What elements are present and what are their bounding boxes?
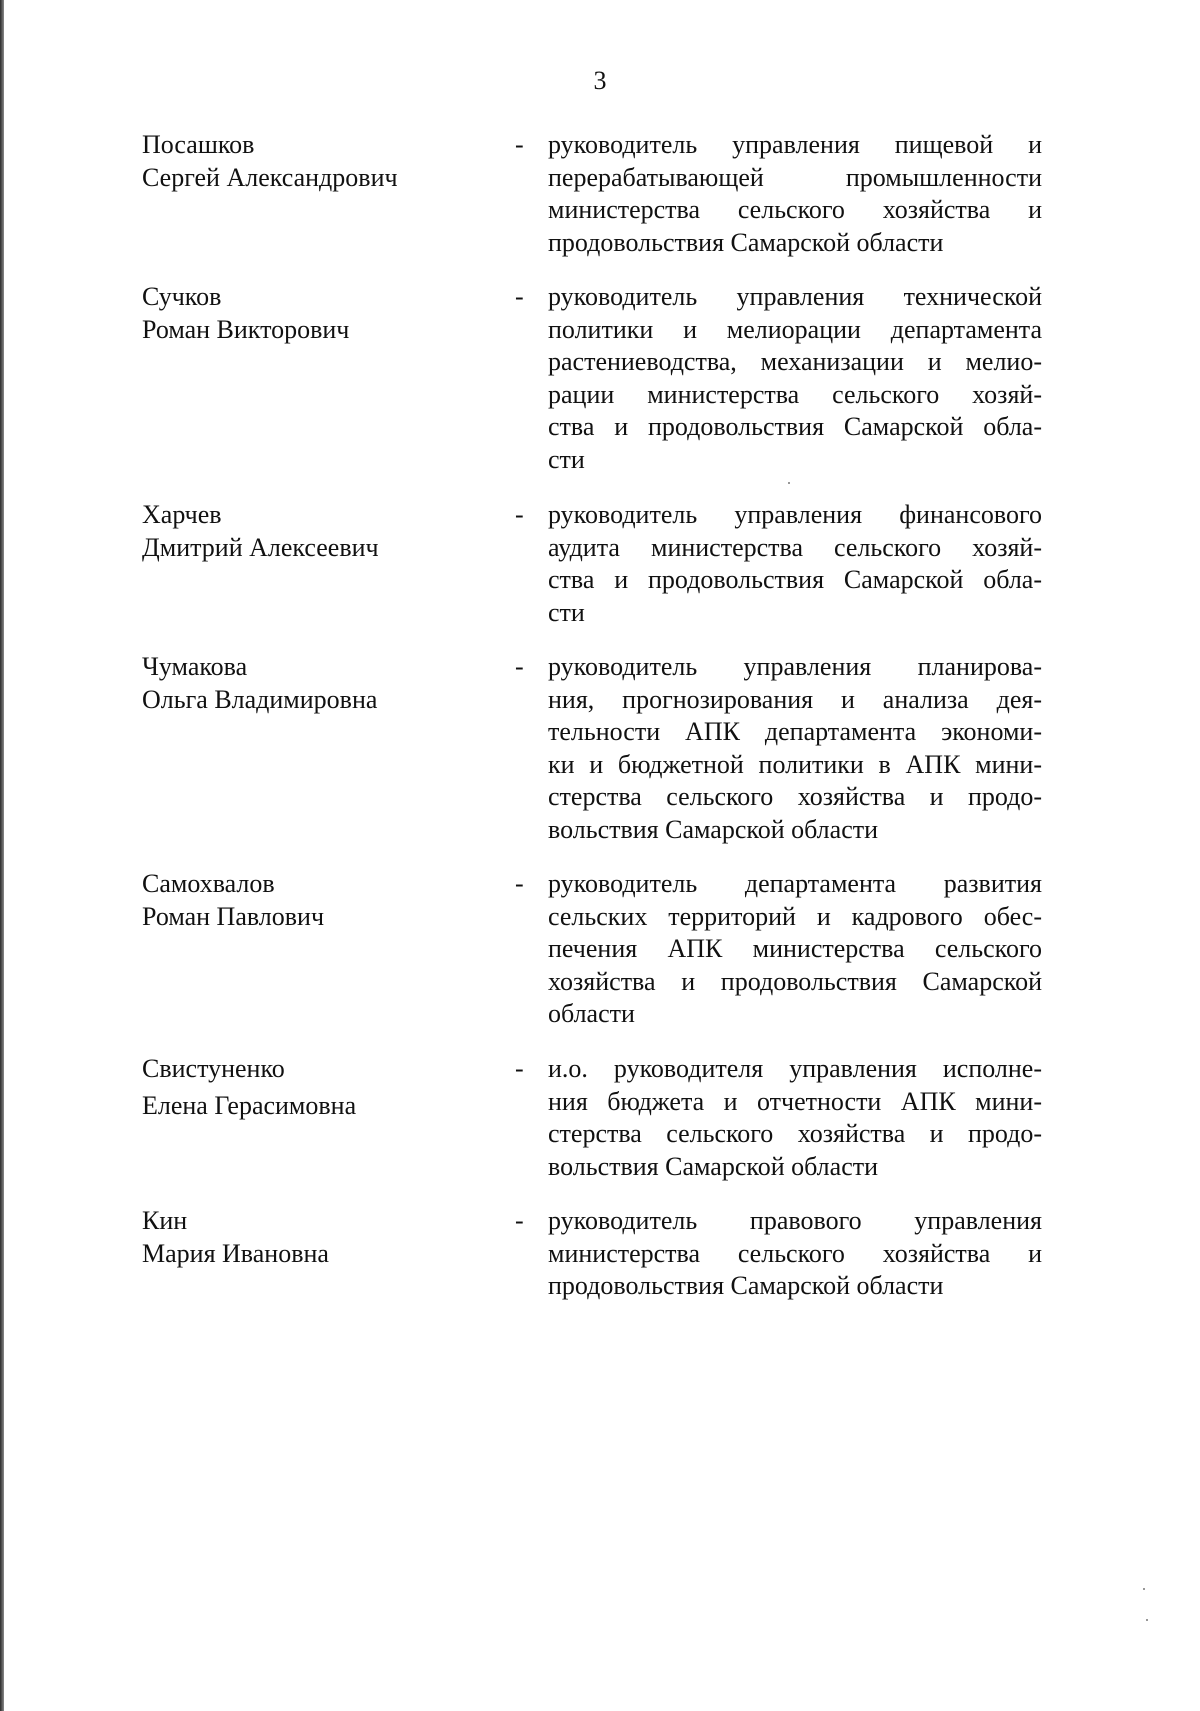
position-line: стерства сельского хозяйства и продо-: [548, 1119, 1042, 1148]
person-name: [142, 129, 502, 194]
person-position: [548, 129, 1042, 259]
person-position: [548, 868, 1042, 1031]
separator-dash: -: [515, 869, 524, 898]
position-line: сельских территорий и кадрового обес-: [548, 901, 1042, 931]
position-line: растениеводства, механизации и мелио-: [548, 347, 1042, 376]
position-line: вольствия Самарской области: [548, 1151, 879, 1181]
person-surname: Самохвалов: [142, 869, 275, 898]
person-position: [548, 651, 1042, 846]
person-given-names: Ольга Владимировна: [142, 684, 378, 714]
person-name: [142, 1053, 502, 1122]
person-surname: Харчев: [142, 500, 222, 529]
position-line: министерства сельского хозяйства и: [548, 195, 1042, 224]
person-position: [548, 499, 1042, 629]
person-position: [548, 1053, 1042, 1183]
scan-edge-shadow: [0, 0, 4, 1711]
position-line: печения АПК министерства сельского: [548, 934, 1042, 963]
position-line: рации министерства сельского хозяй-: [548, 379, 1042, 409]
position-line: руководитель департамента развития: [548, 869, 1042, 898]
person-surname: Свистуненко: [142, 1054, 285, 1083]
person-given-names: Роман Павлович: [142, 901, 325, 931]
separator-dash: -: [515, 1206, 524, 1235]
person-name: [142, 281, 502, 346]
position-line: области: [548, 999, 635, 1028]
position-line: продовольствия Самарской области: [548, 227, 944, 257]
position-line: сти: [548, 597, 585, 627]
person-name: [142, 499, 502, 564]
position-line: хозяйства и продовольствия Самарской: [548, 966, 1042, 996]
separator-dash: -: [515, 1054, 524, 1083]
position-line: ства и продовольствия Самарской обла-: [548, 565, 1042, 594]
scan-speck: [1146, 1619, 1148, 1621]
position-line: ния бюджета и отчетности АПК мини-: [548, 1086, 1042, 1116]
position-line: аудита министерства сельского хозяй-: [548, 532, 1042, 562]
position-line: руководитель управления пищевой и: [548, 130, 1042, 159]
position-line: ния, прогнозирования и анализа дея-: [548, 684, 1042, 714]
person-name: [142, 651, 502, 716]
position-line: сти: [548, 444, 585, 474]
person-given-names: Сергей Александрович: [142, 162, 398, 192]
position-line: руководитель правового управления: [548, 1206, 1042, 1235]
separator-dash: -: [515, 500, 524, 529]
position-line: руководитель управления технической: [548, 282, 1042, 311]
position-line: стерства сельского хозяйства и продо-: [548, 782, 1042, 811]
person-name: [142, 1205, 502, 1270]
position-line: руководитель управления финансового: [548, 500, 1042, 529]
position-line: ства и продовольствия Самарской обла-: [548, 412, 1042, 441]
separator-dash: -: [515, 652, 524, 681]
position-line: продовольствия Самарской области: [548, 1271, 944, 1300]
person-surname: Кин: [142, 1206, 188, 1235]
scan-speck: [1143, 1588, 1145, 1590]
person-surname: Посашков: [142, 130, 255, 159]
person-given-names: Дмитрий Алексеевич: [142, 532, 379, 562]
person-given-names: Мария Ивановна: [142, 1238, 329, 1268]
person-given-names: Роман Викторович: [142, 314, 350, 344]
person-surname: Сучков: [142, 282, 222, 311]
position-line: политики и мелиорации департамента: [548, 314, 1042, 344]
separator-dash: -: [515, 130, 524, 159]
scan-speck: [788, 482, 790, 484]
person-surname: Чумакова: [142, 652, 248, 681]
person-position: [548, 281, 1042, 476]
person-given-names: Елена Герасимовна: [142, 1090, 357, 1120]
position-line: тельности АПК департамента экономи-: [548, 717, 1042, 746]
position-line: руководитель управления планирова-: [548, 652, 1042, 681]
person-position: [548, 1205, 1042, 1303]
person-name: [142, 868, 502, 933]
position-line: министерства сельского хозяйства и: [548, 1238, 1042, 1268]
separator-dash: -: [515, 282, 524, 311]
page-number: 3: [593, 66, 607, 95]
position-line: и.о. руководителя управления исполне-: [548, 1054, 1042, 1083]
position-line: ки и бюджетной политики в АПК мини-: [548, 749, 1042, 779]
position-line: вольствия Самарской области: [548, 814, 879, 844]
position-line: перерабатывающей промышленности: [548, 162, 1042, 192]
